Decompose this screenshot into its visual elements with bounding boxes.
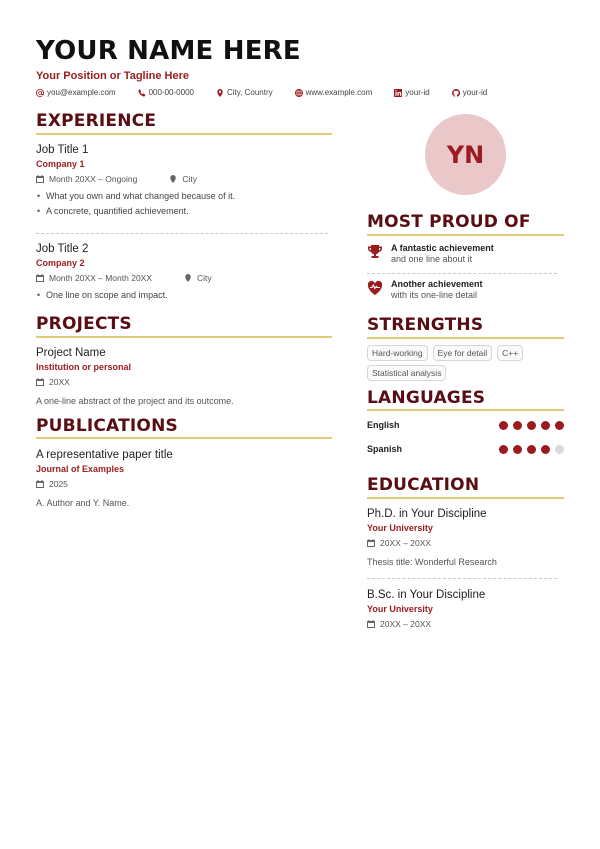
location-icon: [184, 274, 192, 282]
project-entry: [36, 347, 332, 406]
strength-tag: C++: [497, 345, 523, 361]
company-name: Company 1: [36, 159, 85, 169]
publication-title: A representative paper title: [36, 449, 173, 461]
job-title: Job Title 1: [36, 144, 89, 156]
job-location: City: [197, 273, 212, 283]
publication-meta: [36, 479, 332, 489]
publication-authors: A. Author and Y. Name.: [36, 498, 130, 508]
project-meta: [36, 377, 332, 387]
linkedin-icon: [394, 89, 402, 97]
level-dot-filled: [499, 445, 508, 454]
publications-rule: [36, 437, 332, 439]
language-row: [367, 444, 564, 454]
contact-phone[interactable]: [138, 88, 194, 97]
contact-email[interactable]: [36, 88, 116, 97]
education-heading: EDUCATION: [367, 475, 480, 495]
projects-heading: PROJECTS: [36, 314, 132, 334]
proud-item: [367, 279, 564, 300]
strengths-heading: STRENGTHS: [367, 315, 484, 335]
trophy-icon: [367, 244, 383, 260]
job-location: City: [182, 174, 198, 184]
level-dot-filled: [527, 421, 536, 430]
level-dot-filled: [513, 421, 522, 430]
contact-linkedin[interactable]: [394, 88, 429, 97]
proud-item: [367, 243, 564, 264]
job-title: Job Title 2: [36, 243, 89, 255]
language-level: [499, 445, 564, 454]
github-icon: [452, 89, 460, 97]
language-level: [499, 421, 564, 430]
contact-linkedin-text: your-id: [405, 88, 430, 97]
level-dot-filled: [513, 445, 522, 454]
strength-tag: Hard-working: [367, 345, 428, 361]
divider: [367, 273, 557, 274]
level-dot-filled: [555, 421, 564, 430]
calendar-icon: [36, 378, 44, 386]
location-icon: [169, 175, 177, 183]
avatar: YN: [425, 114, 506, 195]
level-dot-filled: [499, 421, 508, 430]
job-bullet: • What you own and what changed because of it.: [36, 191, 332, 201]
project-date: 20XX: [49, 377, 70, 387]
degree: B.Sc. in Your Discipline: [367, 589, 486, 601]
project-summary: A one-line abstract of the project and its outcome.: [36, 396, 234, 406]
job-bullets: [36, 290, 332, 300]
full-name: YOUR NAME HERE: [36, 36, 301, 66]
job-entry: [36, 243, 332, 305]
contact-location: [216, 88, 273, 97]
strength-tags: [367, 345, 564, 381]
strength-tag: Statistical analysis: [367, 365, 446, 381]
job-bullet: • One line on scope and impact.: [36, 290, 332, 300]
contact-website[interactable]: [295, 88, 373, 97]
publication-entry: [36, 449, 332, 508]
projects-rule: [36, 336, 332, 338]
calendar-icon: [36, 175, 44, 183]
education-meta: [367, 538, 564, 548]
level-dot-filled: [527, 445, 536, 454]
proud-title: A fantastic achievement: [391, 243, 494, 253]
level-dot-filled: [541, 421, 550, 430]
strengths-rule: [367, 337, 564, 339]
proud-heading: MOST PROUD OF: [367, 212, 531, 232]
phone-icon: [138, 89, 146, 97]
proud-desc: and one line about it: [391, 254, 473, 264]
job-bullets: [36, 191, 332, 216]
publications-heading: PUBLICATIONS: [36, 416, 178, 436]
strength-tag: Eye for detail: [433, 345, 493, 361]
calendar-icon: [36, 480, 44, 488]
contact-github[interactable]: [452, 88, 487, 97]
education-meta: [367, 619, 564, 629]
heartbeat-icon: [367, 280, 383, 296]
school: Your University: [367, 604, 433, 614]
experience-rule: [36, 133, 332, 135]
proud-desc: with its one-line detail: [391, 290, 478, 300]
education-dates: 20XX – 20XX: [380, 619, 432, 629]
education-entry: [367, 508, 564, 567]
experience-heading: EXPERIENCE: [36, 111, 157, 131]
publication-venue: Journal of Examples: [36, 464, 125, 474]
proud-title: Another achievement: [391, 279, 483, 289]
divider: [367, 578, 557, 579]
job-dates: Month 20XX – Ongoing: [49, 174, 138, 184]
project-org: Institution or personal: [36, 362, 132, 372]
job-entry: [36, 144, 332, 221]
education-entry: [367, 589, 564, 629]
publication-date: 2025: [49, 479, 68, 489]
calendar-icon: [367, 539, 375, 547]
languages-rule: [367, 409, 564, 411]
level-dot-empty: [555, 445, 564, 454]
globe-icon: [295, 89, 303, 97]
tagline: Your Position or Tagline Here: [36, 70, 190, 82]
degree: Ph.D. in Your Discipline: [367, 508, 487, 520]
languages-heading: LANGUAGES: [367, 388, 486, 408]
job-dates: Month 20XX – Month 20XX: [49, 273, 153, 283]
level-dot-filled: [541, 445, 550, 454]
language-name: English: [367, 420, 400, 430]
calendar-icon: [367, 620, 375, 628]
education-note: Thesis title: Wonderful Research: [367, 557, 497, 567]
proud-rule: [367, 234, 564, 236]
at-icon: [36, 89, 44, 97]
divider: [36, 233, 328, 234]
school: Your University: [367, 523, 433, 533]
contact-website-text: www.example.com: [305, 88, 373, 97]
contact-bar: [36, 88, 487, 97]
contact-phone-text: 000-00-0000: [148, 88, 194, 97]
education-dates: 20XX – 20XX: [380, 538, 432, 548]
job-meta: [36, 273, 332, 283]
job-bullet: • A concrete, quantified achievement.: [36, 206, 332, 216]
language-name: Spanish: [367, 444, 403, 454]
calendar-icon: [36, 274, 44, 282]
contact-email-text: you@example.com: [47, 88, 116, 97]
company-name: Company 2: [36, 258, 85, 268]
contact-github-text: your-id: [462, 88, 488, 97]
location-icon: [216, 89, 224, 97]
language-row: [367, 420, 564, 430]
contact-location-text: City, Country: [226, 88, 273, 97]
job-meta: [36, 174, 332, 184]
education-rule: [367, 497, 564, 499]
project-name: Project Name: [36, 347, 106, 359]
